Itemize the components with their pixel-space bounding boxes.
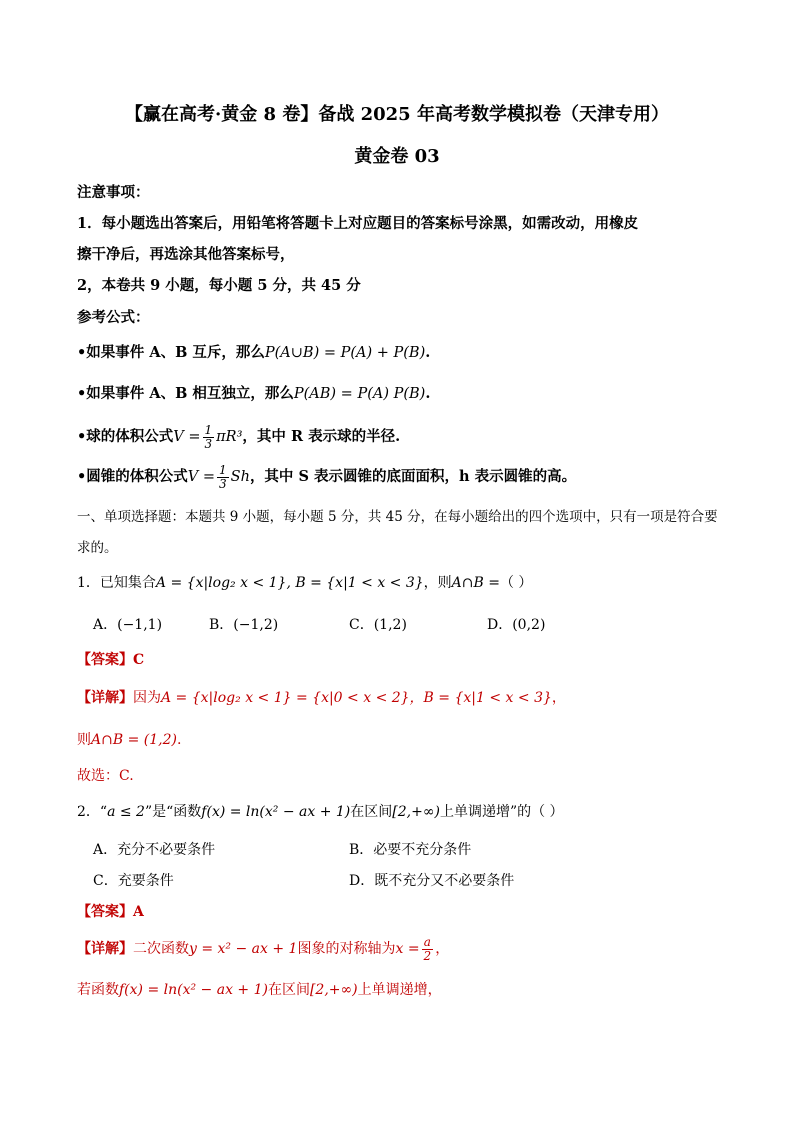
paper-subtitle: 黄金卷 03	[354, 146, 440, 167]
question-1-option-a: A．(−1,1)	[93, 617, 163, 633]
note-item-1-line-2: 擦干净后，再选涂其他答案标号，	[77, 246, 295, 263]
question-2-option-c: C．充要条件	[93, 873, 174, 889]
note-item-2: 2，本卷共 9 小题，每小题 5 分，共 45 分	[77, 277, 361, 294]
question-1-conclusion: 则A∩B = (1,2).	[77, 732, 182, 748]
question-1-choice: 故选：C.	[77, 768, 134, 784]
question-2-option-d: D．既不充分又不必要条件	[349, 873, 515, 889]
question-1-option-d: D．(0,2)	[487, 617, 546, 633]
formula-heading: 参考公式：	[77, 309, 150, 326]
question-2-option-a: A．充分不必要条件	[93, 842, 216, 858]
formula-sphere: •球的体积公式V = $\frac{1}{3}$ πR³，其中 R 表示球的半径.	[77, 422, 401, 451]
notes-heading: 注意事项：	[77, 184, 150, 201]
fraction-one-third: $\frac{1}{3}$	[219, 462, 227, 491]
question-2-option-b: B．必要不充分条件	[349, 842, 472, 858]
formula-independent-math: P(AB) = P(A) P(B)	[293, 386, 426, 402]
note-item-1-line-1: 1．每小题选出答案后，用铅笔将答题卡上对应题目的答案标号涂黑，如需改动，用橡皮	[77, 215, 639, 232]
paper-title: 【赢在高考·黄金 8 卷】备战 2025 年高考数学模拟卷（天津专用）	[125, 104, 669, 125]
formula-cone: •圆锥的体积公式V = $\frac{1}{3}$ Sh，其中 S 表示圆锥的底面面积，h 表示圆锥的高。	[77, 462, 577, 491]
question-2-detail: 【详解】二次函数y = x² − ax + 1图象的对称轴为x = $\frac{a}{2}$ ，	[77, 934, 450, 963]
question-1-option-c: C．(1,2)	[349, 617, 407, 633]
question-1-answer: 【答案】C	[77, 652, 145, 668]
section-1-line-1: 一、单项选择题：本题共 9 小题，每小题 5 分，共 45 分，在每小题给出的四个选项中，只有一项是符合要	[77, 509, 718, 525]
question-2-condition: 若函数f(x) = ln(x² − ax + 1)在区间[2,+∞)上单调递增，	[77, 982, 442, 998]
fraction-one-third: $\frac{1}{3}$	[204, 422, 213, 451]
question-2-stem: 2．“a ≤ 2”是“函数f(x) = ln(x² − ax + 1)在区间[2,+∞)上单调递增”的（ ）	[77, 804, 564, 820]
fraction-a-over-2: $\frac{a}{2}$	[423, 934, 432, 963]
section-1-line-2: 求的。	[77, 540, 118, 556]
question-1-detail: 【详解】因为A = {x|log₂ x < 1} = {x|0 < x < 2}，B = {x|1 < x < 3}，	[77, 690, 566, 706]
formula-exclusive: •如果事件 A、B 互斥，那么P(A∪B) = P(A) + P(B).	[77, 344, 431, 361]
formula-independent: •如果事件 A、B 相互独立，那么P(AB) = P(A) P(B).	[77, 385, 431, 402]
question-1-stem: 1．已知集合A = {x|log₂ x < 1}, B = {x|1 < x < 3}，则A∩B =（ ）	[77, 575, 533, 591]
question-2-answer: 【答案】A	[77, 904, 144, 920]
formula-exclusive-math: P(A∪B) = P(A) + P(B)	[264, 345, 426, 361]
question-1-option-b: B．(−1,2)	[209, 617, 279, 633]
